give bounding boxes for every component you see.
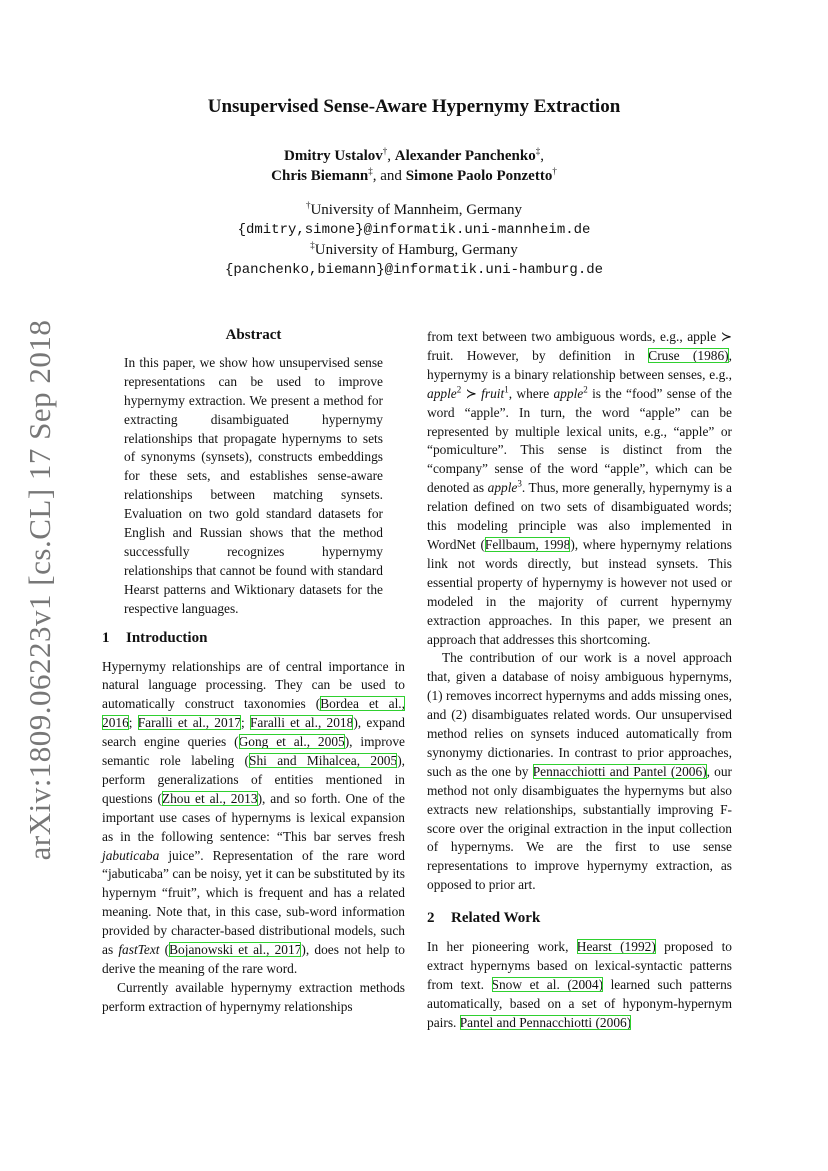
section-title: Introduction — [126, 629, 208, 646]
text-run: ), does not help to derive the meaning of the rare word. — [102, 942, 405, 976]
author-list — [0, 146, 828, 186]
text-run: learned such patterns automatically, based on a set of hyponym-hypernym pairs. — [427, 976, 732, 1030]
intro-paragraph-2: Currently available hypernymy extraction methods perform extraction of hypernymy relationships — [102, 979, 405, 1014]
separator: , — [387, 148, 395, 164]
citation-link[interactable]: Fellbaum, 1998 — [484, 536, 571, 552]
left-column — [102, 326, 405, 1017]
separator: , and — [372, 168, 406, 184]
abstract-text: In this paper, we show how unsupervised sense representations can be used to improve hypernymy extraction. We present a method for extracting disambiguated hypernymy relationships that propagate hypernyms to sets of synonyms (synsets), constructs embeddings for these sets, and establishes sense-aware relationships between matching synsets. Evaluation on two gold standard datasets for English and Russian shows that the method successfully recognizes hypernymy relationships that cannot be found with standard Hearst patterns and Wiktionary datasets for the respective languages. — [124, 354, 383, 616]
italic-term: apple — [553, 385, 584, 401]
citation-link[interactable]: Cruse (1986) — [648, 347, 729, 363]
citation-link[interactable]: Snow et al. (2004) — [491, 976, 604, 992]
section-heading-related-work — [427, 909, 732, 928]
text-run: ; — [128, 715, 138, 731]
text-run: In her pioneering work, — [427, 939, 577, 955]
institution: University of Hamburg, Germany — [314, 242, 518, 258]
sense-index: 3 — [517, 478, 522, 489]
italic-term: jabuticaba — [102, 847, 160, 863]
citation-link[interactable]: Gong et al., 2005 — [238, 734, 345, 750]
italic-term: fastText — [118, 942, 160, 958]
sense-index: 2 — [583, 384, 588, 395]
text-run: , our method not only disambiguates the hypernyms but also extracts new relationships, substantially improving F-score over the original extraction in the input collection of hypernyms. We are the first to use sense representations to improve hypernymy extraction, as opposed to prior art. — [427, 763, 733, 893]
text-run: proposed to extract hypernyms based on lexical-syntactic patterns from text. — [427, 939, 733, 992]
affil-mark: ‡ — [535, 146, 541, 156]
citation-link[interactable]: Zhou et al., 2013 — [161, 790, 258, 806]
arxiv-stamp-text: arXiv:1809.06223v1 [cs.CL] 17 Sep 2018 — [22, 319, 57, 861]
affil-mark: † — [305, 200, 311, 210]
text-run: ), where hypernymy relations link not words directly, but instead synsets. This essential property of hypernymy is however not used or modeled in the majority of current hypernymy extraction approaches. In this paper, we present an approach that addresses this shortcoming. — [427, 536, 732, 647]
citation-link[interactable]: Pennacchiotti and Pantel (2006) — [532, 763, 707, 779]
text-run: from text between two ambiguous words, e.g., apple ≻ fruit. However, by definition in — [427, 329, 732, 363]
text-run: . Thus, more generally, hypernymy is a relation defined on two sets of disambiguated words; this modeling principle was also implemented in WordNet ( — [427, 480, 732, 552]
affil-mark: ‡ — [368, 166, 373, 176]
author-name: Dmitry Ustalov — [284, 148, 383, 164]
citation-link[interactable]: Faralli et al., 2018 — [249, 715, 354, 731]
text-run: , where — [508, 385, 554, 401]
affil-mark: ‡ — [310, 240, 315, 250]
author-name: Simone Paolo Ponzetto — [405, 168, 553, 184]
institution: University of Mannheim, Germany — [310, 202, 523, 218]
section-heading-introduction — [102, 629, 405, 648]
citation-link[interactable]: Faralli et al., 2017 — [137, 715, 242, 731]
text-run: The contribution of our work is a novel approach that, given a database of noisy ambiguous hypernyms, (1) removes incorrect hypernyms and adds missing ones, and (2) disambiguates related words. Our unsupervised method relies on synsets induced automatically from synonymy dictionaries. In contrast to prior approaches, such as the one by — [427, 650, 732, 779]
paper-title: Unsupervised Sense-Aware Hypernymy Extraction — [207, 96, 621, 117]
text-run: ), and so forth. One of the important use cases of hypernyms is lexical expansion as in the following sentence: “This bar serves fresh — [102, 790, 405, 844]
abstract-heading: Abstract — [225, 327, 282, 343]
affiliations — [0, 200, 828, 280]
separator: , — [540, 148, 544, 164]
section-number: 1 — [102, 629, 110, 646]
text-run: ( — [159, 942, 170, 958]
text-run: ≻ — [461, 385, 482, 401]
author-name: Chris Biemann — [271, 168, 369, 184]
text-run: ), expand search engine queries ( — [102, 715, 405, 750]
citation-link[interactable]: Hearst (1992) — [576, 939, 656, 955]
citation-link[interactable]: Pantel and Pennacchiotti (2006) — [459, 1014, 632, 1030]
citation-link[interactable]: Bojanowski et al., 2017 — [169, 942, 302, 958]
text-run: ), improve semantic role labeling ( — [102, 734, 406, 769]
right-column — [427, 328, 732, 1033]
author-name: Alexander Panchenko — [394, 148, 536, 164]
text-run: Hypernymy relationships are of central importance in natural language processing. They can be used to automatically construct taxonomies ( — [102, 658, 405, 712]
affil-mark: † — [382, 146, 388, 156]
section-title: Related Work — [451, 910, 541, 927]
right-paragraph-2 — [427, 649, 732, 895]
italic-term: fruit — [481, 385, 505, 401]
section-number: 2 — [427, 910, 435, 927]
right-paragraph-1 — [427, 328, 732, 649]
affil-mark: † — [552, 166, 557, 176]
italic-term: apple — [487, 480, 518, 496]
text-run: ; — [241, 715, 250, 731]
citation-link[interactable]: Shi and Mihalcea, 2005 — [249, 753, 398, 769]
italic-term: apple — [427, 385, 457, 401]
email-address: {dmitry,simone}@informatik.uni-mannheim.de — [237, 222, 591, 238]
arxiv-stamp — [18, 310, 62, 870]
citation-link[interactable]: Bordea et al., 2016 — [102, 696, 405, 731]
sense-index: 1 — [504, 384, 509, 395]
email-address: {panchenko,biemann}@informatik.uni-hamburg.de — [224, 262, 604, 278]
text-run: ), perform generalizations of entities mentioned in questions ( — [102, 753, 405, 806]
text-run: is the “food” sense of the word “apple”. In turn, the word “apple” can be represented by multiple lexical units, e.g., “apple” or “pomiculture”. This sense is distinct from the “company” sense of the word “apple”, which can be denoted as — [427, 385, 733, 496]
text-run: juice”. Representation of the rare word “jabuticaba” can be noisy, yet it can be substituted by its hypernym “fruit”, which is frequent and has a related meaning. Note that, in this case, sub-word information provided by character-based distributional models, such as — [102, 847, 405, 958]
text-run: , hypernymy is a binary relationship between senses, e.g., — [427, 347, 732, 382]
intro-paragraph-1 — [102, 658, 405, 979]
related-paragraph-1 — [427, 938, 732, 1033]
sense-index: 2 — [456, 384, 462, 395]
